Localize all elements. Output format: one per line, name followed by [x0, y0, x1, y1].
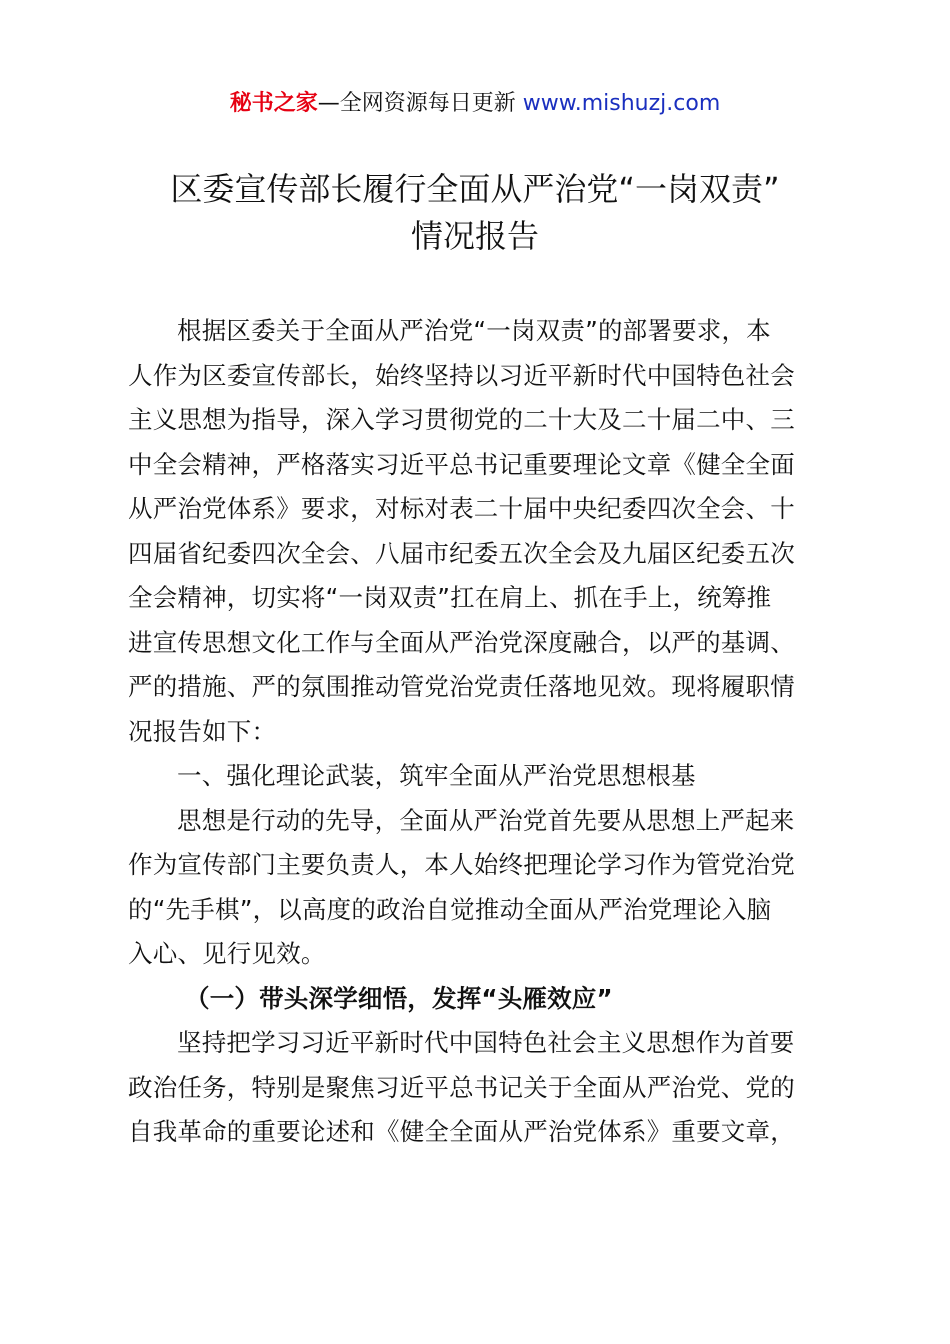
- document-title: [60, 166, 890, 260]
- body-line: 中全会精神，严格落实习近平总书记重要理论文章《健全全面: [128, 449, 795, 479]
- body-line: 进宣传思想文化工作与全面从严治党深度融合，以严的基调、: [128, 627, 795, 657]
- body-line: 全会精神，切实将“一岗双责”扛在肩上、抓在手上，统筹推: [128, 583, 772, 612]
- header-tagline: —全网资源每日更新: [317, 91, 523, 116]
- section-heading-1: 一、强化理论武装，筑牢全面从严治党思想根基: [177, 761, 696, 790]
- body-line: 思想是行动的先导，全面从严治党首先要从思想上严起来: [177, 805, 795, 835]
- body-line: 政治任务，特别是聚焦习近平总书记关于全面从严治党、党的: [128, 1072, 795, 1102]
- site-url-link[interactable]: www.mishuzj.com: [522, 91, 721, 116]
- body-line: 况报告如下：: [128, 716, 277, 746]
- body-line: 严的措施、严的氛围推动管党治党责任落地见效。现将履职情: [128, 672, 795, 701]
- body-line: 坚持把学习习近平新时代中国特色社会主义思想作为首要: [177, 1028, 795, 1057]
- body-line: 的“先手棋”，以高度的政治自觉推动全面从严治党理论入脑: [128, 894, 772, 924]
- body-line: 作为宣传部门主要负责人，本人始终把理论学习作为管党治党: [128, 850, 795, 879]
- site-header: [0, 86, 950, 122]
- title-line-1: 区委宣传部长履行全面从严治党“一岗双责”: [170, 170, 780, 208]
- body-line: 根据区委关于全面从严治党“一岗双责”的部署要求，本: [177, 316, 771, 345]
- brand-name: 秘书之家: [229, 91, 318, 116]
- title-line-2: 情况报告: [410, 217, 539, 255]
- document-body: [128, 309, 834, 1155]
- body-line: 自我革命的重要论述和《健全全面从严治党体系》重要文章，: [128, 1117, 795, 1146]
- subsection-heading-1: （一）带头深学细悟，发挥“头雁效应”: [185, 983, 613, 1013]
- body-line: 入心、见行见效。: [128, 939, 326, 968]
- body-line: 四届省纪委四次全会、八届市纪委五次全会及九届区纪委五次: [128, 538, 795, 568]
- body-line: 人作为区委宣传部长，始终坚持以习近平新时代中国特色社会: [128, 360, 795, 390]
- body-line: 从严治党体系》要求，对标对表二十届中央纪委四次全会、十: [128, 494, 795, 523]
- body-line: 主义思想为指导，深入学习贯彻党的二十大及二十届二中、三: [128, 405, 795, 434]
